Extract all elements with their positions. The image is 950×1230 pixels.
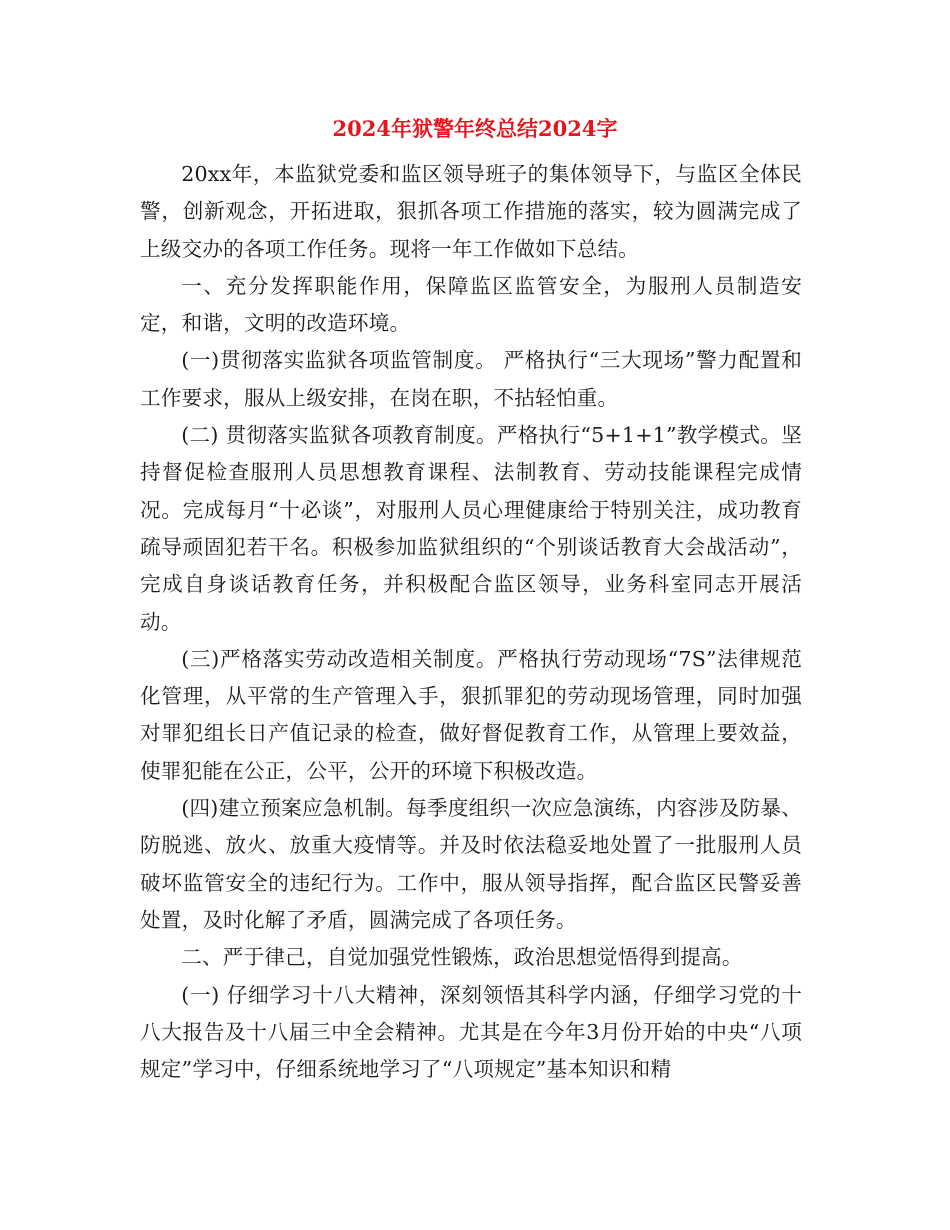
document-title: 2024年狱警年终总结2024字 bbox=[332, 116, 618, 141]
paragraph-section-2-item-1: (一) 仔细学习十八大精神，深刻领悟其科学内涵，仔细学习党的十八大报告及十八届三中全会精神。尤其是在今年3月份开始的中央“八项规定”学习中，仔细系统地学习了“八项规定”基本知识和精 bbox=[140, 982, 802, 1082]
document-body bbox=[140, 156, 802, 1088]
paragraph-section-1-heading: 一、充分发挥职能作用，保障监区监管安全，为服刑人员制造安定，和谐，文明的改造环境。 bbox=[140, 273, 802, 336]
paragraph-intro: 20xx年，本监狱党委和监区领导班子的集体领导下，与监区全体民警，创新观念，开拓进取，狠抓各项工作措施的落实，较为圆满完成了上级交办的各项工作任务。现将一年工作做如下总结。 bbox=[140, 162, 802, 261]
paragraph-section-1-item-1: (一)贯彻落实监狱各项监管制度。 严格执行“三大现场”警力配置和工作要求，服从上级安排，在岗在职，不拈轻怕重。 bbox=[140, 348, 802, 410]
paragraph-section-1-item-2: (二) 贯彻落实监狱各项教育制度。严格执行“5+1+1”教学模式。坚持督促检查服刑人员思想教育课程、法制教育、劳动技能课程完成情况。完成每月“十必谈”，对服刑人员心理健康给于特别关注，成功教育疏导顽固犯若干名。积极参加监狱组织的“个别谈话教育大会战活动”，完成自身谈话教育任务，并积极配合监区领导，业务科室同志开展活动。 bbox=[140, 423, 802, 634]
paragraph-section-2-heading: 二、严于律己，自觉加强党性锻炼，政治思想觉悟得到提高。 bbox=[181, 945, 743, 970]
paragraph-section-1-item-4: (四)建立预案应急机制。每季度组织一次应急演练，内容涉及防暴、防脱逃、放火、放重大疫情等。并及时依法稳妥地处置了一批服刑人员破坏监管安全的违纪行为。工作中，服从领导指挥，配合监区民警妥善处置，及时化解了矛盾，圆满完成了各项任务。 bbox=[140, 796, 802, 932]
paragraph-section-1-item-3: (三)严格落实劳动改造相关制度。严格执行劳动现场“7S”法律规范化管理，从平常的生产管理入手，狠抓罪犯的劳动现场管理，同时加强对罪犯组长日产值记录的检查，做好督促教育工作，从管理上要效益，使罪犯能在公正，公平，公开的环境下积极改造。 bbox=[140, 646, 802, 783]
